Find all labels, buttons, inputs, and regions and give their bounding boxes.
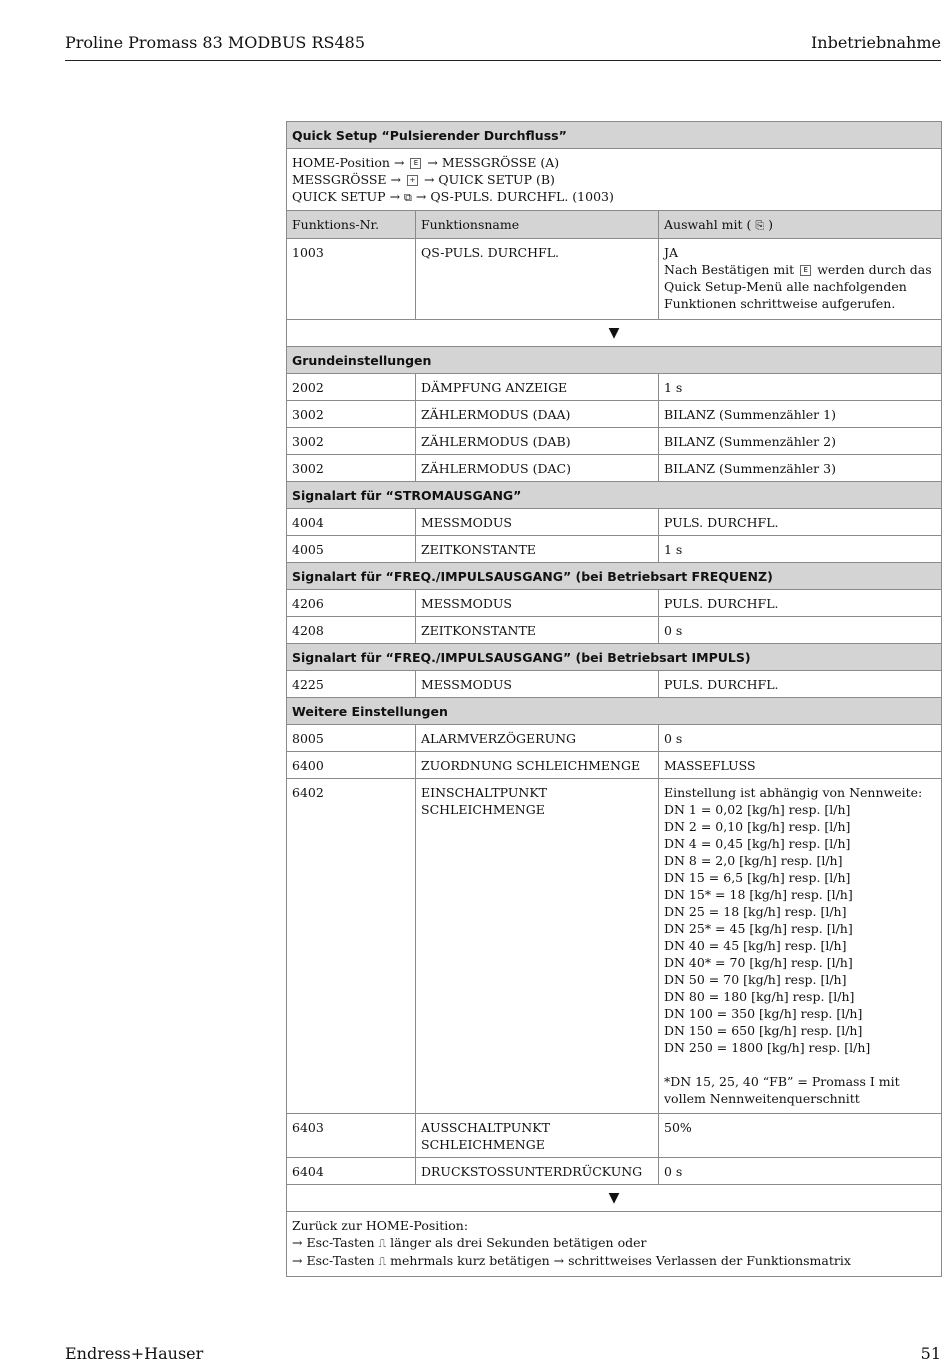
arrow-right-icon: → xyxy=(390,172,401,187)
page-header-section: Inbetriebnahme xyxy=(810,33,941,52)
function-nr: 3002 xyxy=(287,401,416,428)
table-title: Quick Setup “Pulsierender Durchfluss” xyxy=(287,122,942,149)
function-value xyxy=(659,239,942,320)
section-header xyxy=(287,347,942,374)
function-name: DRUCKSTOSSUNTERDRÜCKUNG xyxy=(416,1158,659,1185)
column-header-select-label: Auswahl mit ( xyxy=(664,217,752,232)
grund-rows xyxy=(287,374,942,482)
function-nr: 4005 xyxy=(287,536,416,563)
column-header-nr: Funktions-Nr. xyxy=(287,211,416,239)
section-title: Weitere Einstellungen xyxy=(287,698,942,725)
function-value: MASSEFLUSS xyxy=(659,752,942,779)
tail-rows xyxy=(287,1114,942,1185)
freq-rows xyxy=(287,590,942,644)
einschalt-intro: Einstellung ist abhängig von Nennweite: xyxy=(664,785,923,800)
column-header-select-close: ) xyxy=(768,217,774,232)
function-value: PULS. DURCHFL. xyxy=(659,671,942,698)
table-row xyxy=(287,509,942,536)
plus-key-icon: + xyxy=(407,175,418,186)
dn-line: DN 15 = 6,5 [kg/h] resp. [l/h] xyxy=(664,870,851,885)
nav-messgroesse-from: MESSGRÖSSE xyxy=(292,172,387,187)
function-nr: 4004 xyxy=(287,509,416,536)
esc-keys-icon: ⎍ xyxy=(378,1237,387,1250)
function-name: MESSMODUS xyxy=(416,671,659,698)
function-nr: 6402 xyxy=(287,779,416,1114)
function-value: BILANZ (Summenzähler 2) xyxy=(659,428,942,455)
arrow-right-icon: → xyxy=(423,172,435,187)
dn-line: DN 4 = 0,45 [kg/h] resp. [l/h] xyxy=(664,836,851,851)
esc-label: Esc-Tasten xyxy=(306,1235,375,1250)
table-row xyxy=(287,590,942,617)
multi-key-icon: ⧉ xyxy=(404,191,412,204)
arrow-right-icon: → xyxy=(427,155,438,170)
function-value: BILANZ (Summenzähler 1) xyxy=(659,401,942,428)
function-name: MESSMODUS xyxy=(416,590,659,617)
impuls-rows xyxy=(287,671,942,698)
function-nr: 2002 xyxy=(287,374,416,401)
table-row xyxy=(287,428,942,455)
function-nr: 8005 xyxy=(287,725,416,752)
enter-key-icon: E xyxy=(800,265,811,276)
dn-line: DN 40* = 70 [kg/h] resp. [l/h] xyxy=(664,955,853,970)
table-title-row xyxy=(287,122,942,149)
nav-qs-puls: QS-PULS. DURCHFL. (1003) xyxy=(430,189,614,204)
footer-brand: Endress+Hauser xyxy=(65,1344,204,1363)
arrow-right-icon: → xyxy=(389,189,401,204)
arrow-right-icon: → xyxy=(292,1235,303,1250)
function-value: 0 s xyxy=(659,725,942,752)
section-title: Signalart für “FREQ./IMPULSAUSGANG” (bei Betriebsart FREQUENZ) xyxy=(287,563,942,590)
table-row xyxy=(287,374,942,401)
section-header xyxy=(287,698,942,725)
back-home-line-2 xyxy=(292,1252,936,1270)
section-header xyxy=(287,482,942,509)
table-row xyxy=(287,617,942,644)
dn-line: DN 50 = 70 [kg/h] resp. [l/h] xyxy=(664,972,847,987)
column-header-name: Funktionsname xyxy=(416,211,659,239)
function-value: 1 s xyxy=(659,536,942,563)
esc-keys-icon: ⎍ xyxy=(378,1255,387,1268)
table-row xyxy=(287,779,942,1114)
function-nr: 6403 xyxy=(287,1114,416,1158)
function-name: QS-PULS. DURCHFL. xyxy=(416,239,659,320)
weitere-rows xyxy=(287,725,942,779)
function-nr: 6400 xyxy=(287,752,416,779)
dn-line: DN 25* = 45 [kg/h] resp. [l/h] xyxy=(664,921,853,936)
function-value: 0 s xyxy=(659,1158,942,1185)
back-home-row xyxy=(287,1212,942,1277)
down-arrow-icon: ▼ xyxy=(287,320,942,347)
function-value xyxy=(659,779,942,1114)
function-value: 1 s xyxy=(659,374,942,401)
nav-messgroesse: MESSGRÖSSE (A) xyxy=(441,155,560,170)
back-home-line-1-text: länger als drei Sekunden betätigen oder xyxy=(390,1235,647,1250)
navigation-path xyxy=(287,149,942,211)
navigation-row xyxy=(287,149,942,211)
back-home-line-2-text: mehrmals kurz betätigen xyxy=(390,1253,550,1268)
table-row xyxy=(287,401,942,428)
arrow-right-icon: → xyxy=(393,155,405,170)
page-number: 51 xyxy=(920,1344,941,1363)
back-home-line-2-end: schrittweises Verlassen der Funktionsmatrix xyxy=(568,1253,851,1268)
dn-line: DN 2 = 0,10 [kg/h] resp. [l/h] xyxy=(664,819,851,834)
table-row xyxy=(287,239,942,320)
page-header-title: Proline Promass 83 MODBUS RS485 xyxy=(65,33,366,52)
dn-line: DN 80 = 180 [kg/h] resp. [l/h] xyxy=(664,989,855,1004)
column-header-row xyxy=(287,211,942,239)
header-rule xyxy=(65,60,941,61)
value-post: werden durch das Quick Setup-Menü alle nachfolgenden Funktionen schrittweise aufgerufen. xyxy=(664,262,932,311)
function-nr: 4225 xyxy=(287,671,416,698)
nav-line-1 xyxy=(292,154,936,171)
function-name: ZUORDNUNG SCHLEICHMENGE xyxy=(416,752,659,779)
nav-quick-setup-from: QUICK SETUP xyxy=(292,189,386,204)
function-value: 50% xyxy=(659,1114,942,1158)
function-name: EINSCHALTPUNKT SCHLEICHMENGE xyxy=(416,779,659,1114)
section-title: Grundeinstellungen xyxy=(287,347,942,374)
function-value: BILANZ (Summenzähler 3) xyxy=(659,455,942,482)
function-nr: 3002 xyxy=(287,455,416,482)
function-name: DÄMPFUNG ANZEIGE xyxy=(416,374,659,401)
nav-home-position: HOME-Position xyxy=(292,155,390,170)
function-name: ZEITKONSTANTE xyxy=(416,617,659,644)
function-name: ALARMVERZÖGERUNG xyxy=(416,725,659,752)
function-nr: 6404 xyxy=(287,1158,416,1185)
back-home-title: Zurück zur HOME-Position: xyxy=(292,1218,469,1233)
down-arrow-icon: ▼ xyxy=(287,1185,942,1212)
column-header-select xyxy=(659,211,942,239)
section-header xyxy=(287,563,942,590)
down-arrow-row xyxy=(287,1185,942,1212)
function-nr: 4208 xyxy=(287,617,416,644)
back-home-info xyxy=(287,1212,942,1277)
quick-setup-table xyxy=(286,121,942,1277)
section-title: Signalart für “STROMAUSGANG” xyxy=(287,482,942,509)
function-value: PULS. DURCHFL. xyxy=(659,590,942,617)
dn-line: DN 250 = 1800 [kg/h] resp. [l/h] xyxy=(664,1040,871,1055)
dn-line: DN 100 = 350 [kg/h] resp. [l/h] xyxy=(664,1006,863,1021)
dn-line: DN 25 = 18 [kg/h] resp. [l/h] xyxy=(664,904,847,919)
function-name: MESSMODUS xyxy=(416,509,659,536)
section-title: Signalart für “FREQ./IMPULSAUSGANG” (bei Betriebsart IMPULS) xyxy=(287,644,942,671)
nav-line-3 xyxy=(292,188,936,206)
dn-line: DN 8 = 2,0 [kg/h] resp. [l/h] xyxy=(664,853,843,868)
function-nr: 1003 xyxy=(287,239,416,320)
dn-line: DN 150 = 650 [kg/h] resp. [l/h] xyxy=(664,1023,863,1038)
arrow-right-icon: → xyxy=(553,1253,565,1268)
arrow-right-icon: → xyxy=(292,1253,303,1268)
nav-quick-setup: QUICK SETUP (B) xyxy=(438,172,555,187)
back-home-line-1 xyxy=(292,1234,936,1252)
select-keys-icon: ⎘ xyxy=(755,219,765,232)
dn-line: DN 1 = 0,02 [kg/h] resp. [l/h] xyxy=(664,802,851,817)
function-value: 0 s xyxy=(659,617,942,644)
value-pre: Nach Bestätigen mit xyxy=(664,262,795,277)
arrow-right-icon: → xyxy=(415,189,427,204)
table-row xyxy=(287,752,942,779)
section-header xyxy=(287,644,942,671)
function-name: ZÄHLERMODUS (DAB) xyxy=(416,428,659,455)
enter-key-icon: E xyxy=(410,158,421,169)
function-nr: 4206 xyxy=(287,590,416,617)
table-row xyxy=(287,725,942,752)
table-row xyxy=(287,1114,942,1158)
einschalt-note: *DN 15, 25, 40 “FB” = Promass I mit vollem Nennweitenquerschnitt xyxy=(664,1074,900,1106)
nav-line-2 xyxy=(292,171,936,188)
down-arrow-row xyxy=(287,320,942,347)
esc-label: Esc-Tasten xyxy=(306,1253,375,1268)
function-name: ZÄHLERMODUS (DAC) xyxy=(416,455,659,482)
dn-line: DN 15* = 18 [kg/h] resp. [l/h] xyxy=(664,887,853,902)
table-row xyxy=(287,671,942,698)
table-row xyxy=(287,455,942,482)
table-row xyxy=(287,536,942,563)
dn-line: DN 40 = 45 [kg/h] resp. [l/h] xyxy=(664,938,847,953)
value-ja: JA xyxy=(664,245,679,260)
function-name: AUSSCHALTPUNKT SCHLEICHMENGE xyxy=(416,1114,659,1158)
function-value: PULS. DURCHFL. xyxy=(659,509,942,536)
function-nr: 3002 xyxy=(287,428,416,455)
strom-rows xyxy=(287,509,942,563)
table-row xyxy=(287,1158,942,1185)
function-name: ZÄHLERMODUS (DAA) xyxy=(416,401,659,428)
function-name: ZEITKONSTANTE xyxy=(416,536,659,563)
